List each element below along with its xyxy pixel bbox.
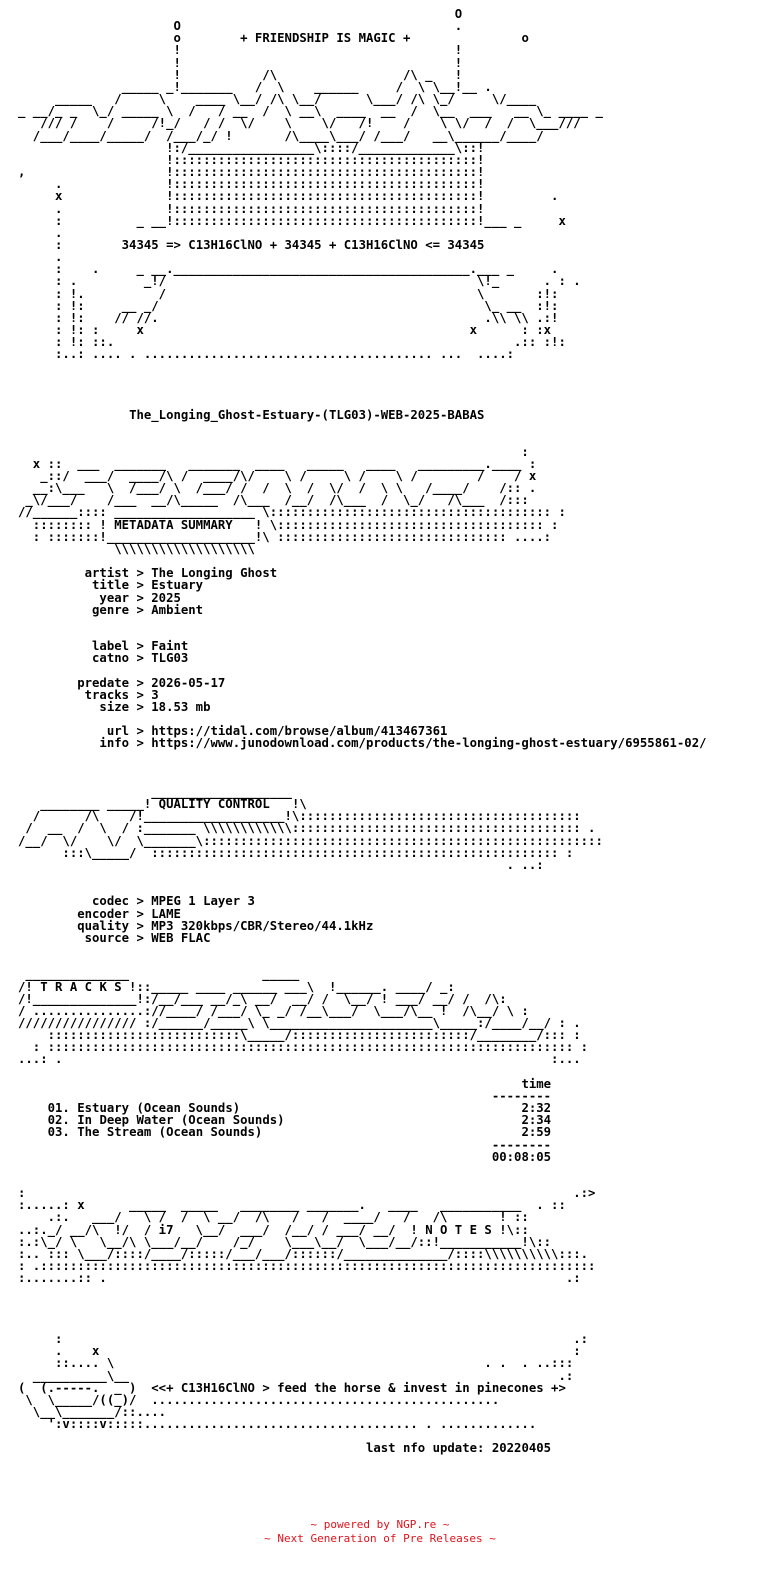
- track-number: 03.: [47, 1125, 70, 1140]
- total-time: 00:08:05: [491, 1149, 552, 1164]
- meta-info: https://www.junodownload.com/products/the-longing-ghost-estuary/6955861-02/: [151, 736, 707, 751]
- qc-source: WEB FLAC: [151, 930, 211, 945]
- meta-tracks: 3: [151, 687, 159, 702]
- formula-line: 34345 => C13H16ClNO + 34345 + C13H16ClNO <= 34345: [121, 237, 485, 252]
- qc-quality: MP3 320kbps/CBR/Stereo/44.1kHz: [151, 918, 374, 933]
- section-notes: N O T E S: [425, 1222, 492, 1237]
- footer-powered-by: ~ powered by NGP.re ~: [310, 1518, 450, 1531]
- meta-genre: Ambient: [151, 602, 204, 617]
- meta-label: Faint: [151, 639, 189, 654]
- meta-size: 18.53 mb: [151, 699, 211, 714]
- notes-line: <<+ C13H16ClNO > feed the horse & invest in pinecones +>: [151, 1380, 566, 1395]
- release-name: The_Longing_Ghost-Estuary-(TLG03)-WEB-2025-BABAS: [129, 408, 485, 423]
- track-number: 02.: [47, 1113, 70, 1128]
- time-header: time: [521, 1076, 552, 1091]
- meta-title: Estuary: [151, 578, 204, 593]
- meta-predate: 2026-05-17: [151, 675, 226, 690]
- last-update: last nfo update: 20220405: [365, 1441, 552, 1455]
- track-time: 2:34: [521, 1113, 552, 1128]
- banner: FRIENDSHIP IS MAGIC: [254, 31, 396, 46]
- footer-tagline: ~ Next Generation of Pre Releases ~: [264, 1532, 496, 1545]
- track-time: 2:32: [521, 1101, 552, 1116]
- track-title: Estuary (Ocean Sounds): [77, 1101, 241, 1116]
- meta-year: 2025: [151, 590, 181, 605]
- meta-artist: The Longing Ghost: [151, 566, 278, 581]
- track-title: In Deep Water (Ocean Sounds): [77, 1113, 285, 1128]
- section-metadata: METADATA SUMMARY: [114, 517, 255, 532]
- qc-encoder: LAME: [151, 906, 181, 921]
- track-title: The Stream (Ocean Sounds): [77, 1125, 263, 1140]
- footer: [0, 1518, 760, 1546]
- section-tracks: T R A C K S: [40, 979, 122, 994]
- section-quality: QUALITY CONTROL: [158, 797, 292, 812]
- track-time: 2:59: [521, 1125, 552, 1140]
- nfo-text: O O . o + FRIENDSHIP IS MAGIC + o ! ! ! ! ! /\ /\ _ ! _____ _!_______ / \ ______ / \ \__!__ . _____ / \ ____ \__/ /\ \__/ \___/ /\ \_/ \/____ _ __/_ _ \_/ _____ \ / / __ / \ __\ ____ __ / \__ ___ __ \_ ____ _ /// / / /!_/ / / \/ \ \/ /! / \ \/ / / \___/// /___/____/_____/ /___/_/ ! /\____\___/ /___/ __\______/____/ !:/_________________\::::/_____________\::! !:::::::::::::::::::::::::::::::::::::::::! , !:::::::::::::::::::::::::::::::::::::::::! . !:::::::::::::::::::::::::::::::::::::::::! x !:::::::::::::::::::::::::::::::::::::::::! . . !:::::::::::::::::::::::::::::::::::::::::! : _ __!:::::::::::::::::::::::::::::::::::::::::!___ _ x . : 34345 => C13H16ClNO + 34345 + C13H16ClNO <= 34345 . : . _ __.________________________________________.___ _ . : . _!/ \!_ . : . : !. / \ :!: : !: __ _/ \_ __ :!: : !: // //. .\\ \\ .:! : !: : x x : :x : !: ::. .:: :!: :..: .... . ....................................... ... ....: The_Longing_Ghost-Estuary-(TLG03)-WEB-2025-BABAS : x :: ___ _______ _______ ____ _____ ____ _________.____ : _::/ ___/ ____/\ / ____/\/ \ / \ / \ / / / x __:\___ \ /___/ \ /___/ / / \ / \/ / \ \ /____/ /:: . _\/___/ /___ __/\_____ /\___ /__/ /\___ / \_/ /\___ /::: //______:::: ___________________ \:::::::::::::::::::::::::::::::::::::: : :::::::: ! METADATA SUMMARY ! \:::::::::::::::::::::::::::::::::::: : : :::::::!____________________!\ ::::::::::::::::::::::::::::::: ....: \\\\\\\\\\\\\\\\\\\ artist > The Longing Ghost title > Estuary year > 2025 genre > Ambient label > Faint catno > TLG03 predate > 2026-05-17 tracks > 3 size > 18.53 mb url > https://tidal.com/browse/album/413467361 info > https://www.junodownload.com/products/the-longing-ghost-estuary/6955861-02/ ___________________ ________ _____! QUALITY CONTROL !\ / /\ /!___________________!\:::::::::::::::::::::::::::::::::::::: / __ / \ / :_______ \\\\\\\\\\\\::::::::::::::::::::::::::::::::::::::: . /__/ \/ \/ \_______\:::::::::::::::::::::::::::::::::::::::::::::::::::::: :::\_____/ ::::::::::::::::::::::::::::::::::::::::::::::::::::::: : . ..: codec > MPEG 1 Layer 3 encoder > LAME quality > MP3 320kbps/CBR/Stereo/44.1kHz source > WEB FLAC ______________ _____ /! T R A C K S !::_____ ____ ______ ___\ !______. ____/ _: /!______________!:/__/___ __/_\ __/ __/ / \__/ ! ___/ __/ / /\: / ...............://____/ /___/ \_ _/ /__\___/ \___/\__ ! /\__/ \ : //////////////// :/______/_____\ \______________________\_____:/____/__/ : . ::::::::::::::::::::::::::\_____/::::::::::::::::::::::::/________/::: : : ::::::::::::::::::::::::::::::::::::::::::::::::::::::::::::::::::::::: : ...: . :... time -------- 01. Estuary (Ocean Sounds) 2:32 02. In Deep Water (Ocean Sounds) 2:34 03. The Stream (Ocean Sounds) 2:59 -------- 00:08:05 : .:> :.....: x _____ _____ ________ _______. ____ ___________ . :: .:. ___/ \ / / \ __/ /\ / / ____/ / /\ ! :: ..:._/ __/\ !/ / i7 \__/ ___/ /__/ / ___/ __/ ! N O T E S !\:: :.:\_/ \ \__/\ \___/__/ /_/ \___\__/ \___/__/::!___________!\:: :.. ::: \___/::::/____/:::::/___/___/::::::/______________/::::\\\\\\\\\\:::. : .::::::::::::::::::::::::::::::::::::::::::::::::::::::::::::::::::::::::::: :.......:: . .: : .: . x : ::.... \ . . . ..::: __________\__ .: ( (.-----. _ ) <<+ C13H16ClNO > feed the horse & invest in pinecones +> \ \_____/((_)/ ............................................... \__\_______/::.... ':v::::v:::::..................................... . ............. last nfo update: 20220405: [18, 8, 707, 1455]
- meta-url: https://tidal.com/browse/album/413467361: [151, 724, 448, 739]
- qc-codec: MPEG 1 Layer 3: [151, 894, 255, 909]
- track-number: 01.: [47, 1101, 70, 1116]
- meta-catno: TLG03: [151, 651, 189, 666]
